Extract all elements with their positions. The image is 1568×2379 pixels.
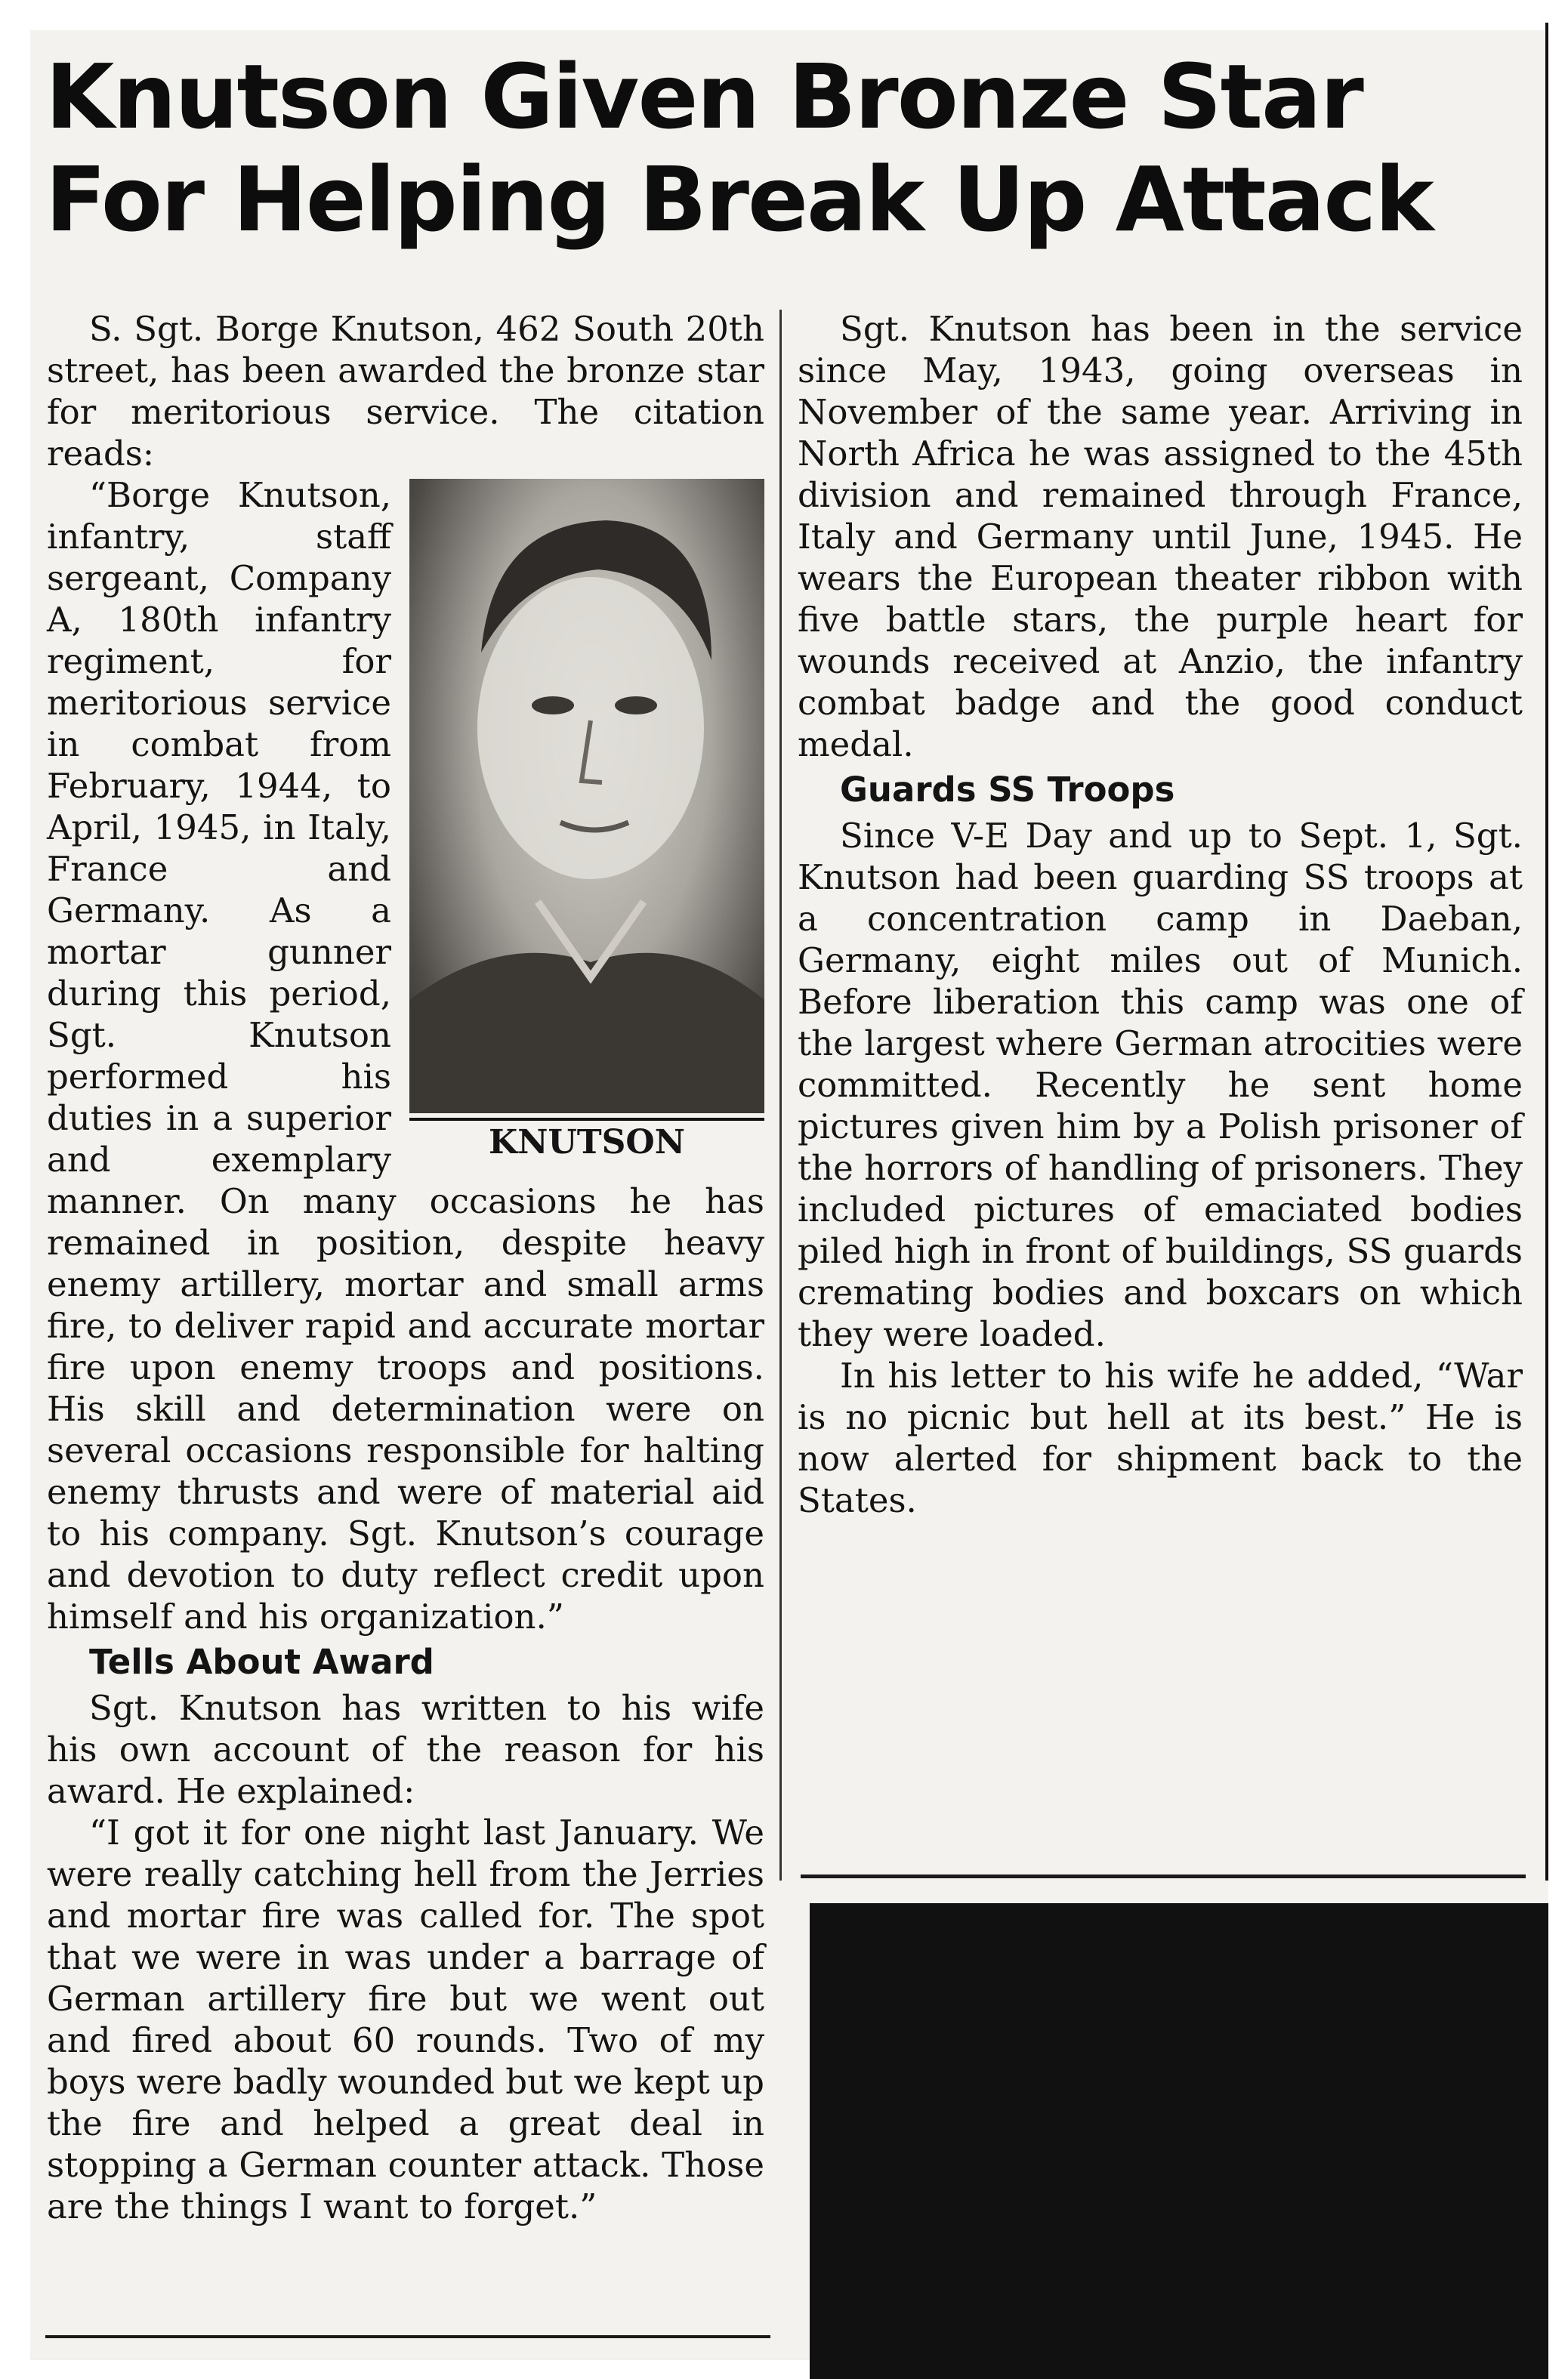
paragraph-letter: In his letter to his wife he added, “War is no picnic but hell at its best.” He is now alerted for shipment back to the States. bbox=[798, 1356, 1523, 1520]
column-end-rule bbox=[801, 1875, 1526, 1878]
portrait-photo bbox=[409, 479, 764, 1113]
paragraph-intro: S. Sgt. Borge Knutson, 462 South 20th street, has been awarded the bronze star for meritorious service. The citation reads: bbox=[47, 309, 764, 474]
portrait-figure bbox=[409, 479, 764, 1165]
headline-line-1: Knutson Given Bronze Star bbox=[45, 45, 1363, 149]
scan-background-area bbox=[810, 1903, 1548, 2379]
paragraph-account: Sgt. Knutson has written to his wife his own account of the reason for his award. He explained: bbox=[47, 1688, 764, 1811]
column-divider bbox=[779, 310, 782, 1881]
article-column-left bbox=[47, 308, 764, 2227]
paragraph-quote: “I got it for one night last January. We were really catching hell from the Jerries and mortar fire was called for. The spot that we were in was under a barrage of German artillery fire but we went out and fired about 60 rounds. Two of my boys were badly wounded but we kept up the fire and helped a great deal in stopping a German counter attack. Those are the things I want to forget.” bbox=[47, 1813, 764, 2226]
paragraph-citation: “Borge Knutson, infantry, staff sergeant, Company A, 180th infantry regiment, for meritorious service in combat from February, 1944, to April, 1945, in Italy, France and Germany. As a mortar gunner during this period, Sgt. Knutson performed his duties in a superior and exemplary manner. On many occasions he has remained in position, despite heavy enemy artillery, mortar and small arms fire, to deliver rapid and accurate mortar fire upon enemy troops and positions. His skill and determination were on several occasions responsible for halting enemy thrusts and were of material aid to his company. Sgt. Knutson’s courage and devotion to duty reflect credit upon himself and his organization.” bbox=[47, 475, 764, 1637]
article-column-right bbox=[798, 308, 1523, 1521]
paragraph-service: Sgt. Knutson has been in the service since May, 1943, going overseas in November of the same year. Arriving in North Africa he was assigned to the 45th division and remained through France, Italy and Germany until June, 1945. He wears the European theater ribbon with five battle stars, the purple heart for wounds received at Anzio, the infantry combat badge and the good conduct medal. bbox=[798, 309, 1523, 764]
photo-caption: KNUTSON bbox=[409, 1118, 764, 1165]
clipping-edge-rule bbox=[1545, 23, 1548, 1881]
portrait-drawing bbox=[409, 479, 764, 1113]
paragraph-ss-troops: Since V-E Day and up to Sept. 1, Sgt. Knutson had been guarding SS troops at a concentration camp in Daeban, Germany, eight miles out of Munich. Before liberation this camp was one of the largest where German atrocities were committed. Recently he sent home pictures given him by a Polish prisoner of the horrors of handling of prisoners. They included pictures of emaciated bodies piled high in front of buildings, SS guards cremating bodies and boxcars on which they were loaded. bbox=[798, 816, 1523, 1354]
subhead-tells-about-award: Tells About Award bbox=[89, 1642, 434, 1682]
headline bbox=[45, 45, 1495, 251]
subhead-guards-ss-troops: Guards SS Troops bbox=[840, 770, 1175, 810]
headline-line-2: For Helping Break Up Attack bbox=[45, 147, 1433, 251]
bottom-rule bbox=[45, 2335, 770, 2338]
